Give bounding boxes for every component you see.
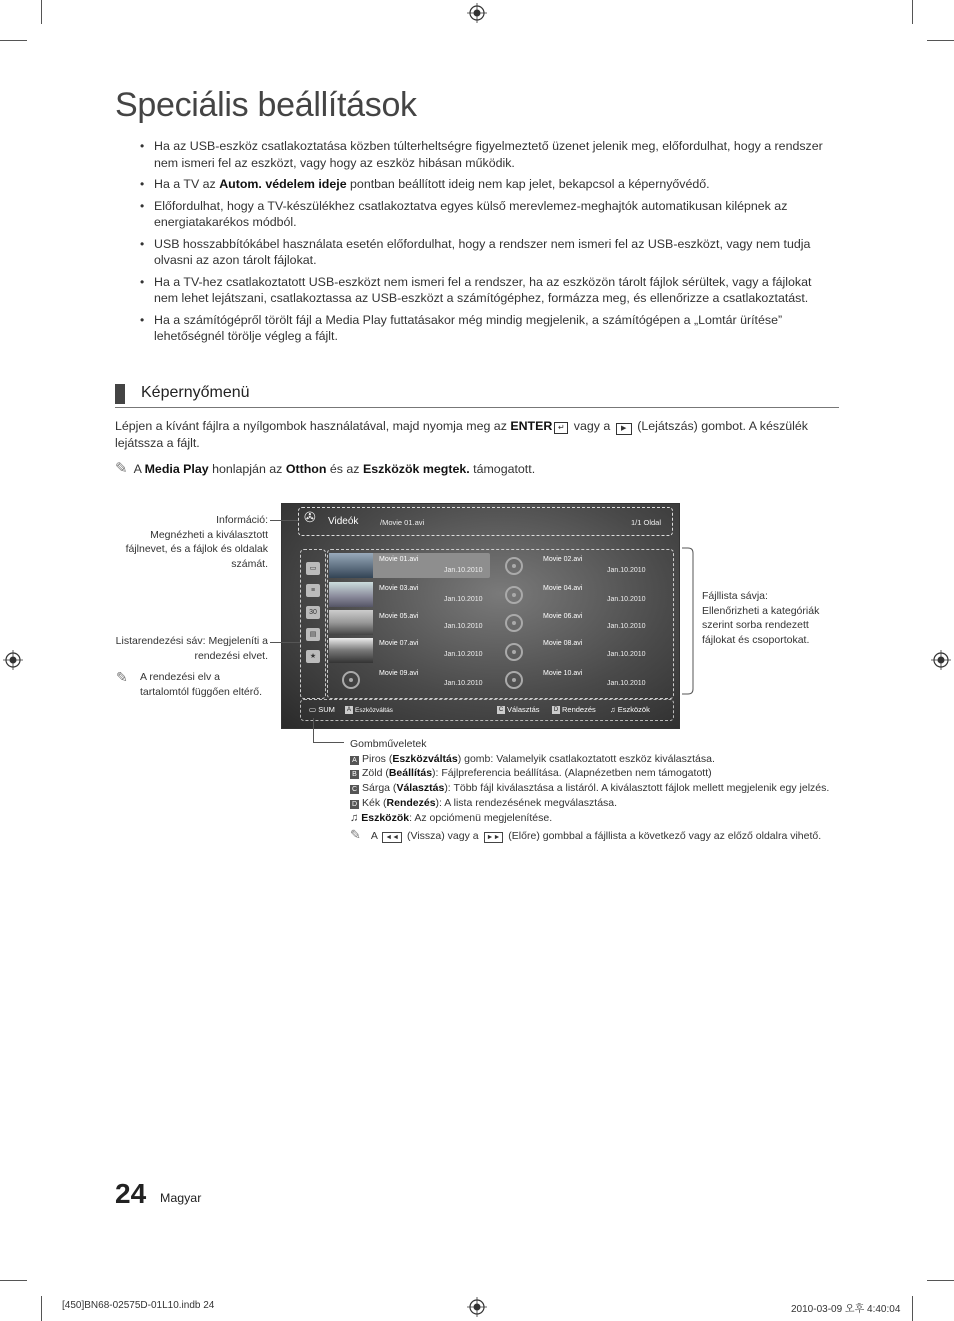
note-pencil-icon: ✎ [116, 669, 128, 685]
list-item: C Sárga (Választás): Több fájl kiválasztása a listáról. A kiválasztott fájlok mellett megjelenik egy jelzés. [351, 782, 830, 795]
video-placeholder-icon [505, 586, 523, 604]
file-name: Movie 05.avi [379, 613, 419, 620]
file-name: Movie 04.avi [543, 585, 583, 592]
list-item: D Kék (Rendezés): A lista rendezésének megválasztása. [351, 796, 618, 809]
tools-button[interactable]: ♫ Eszközök [610, 705, 650, 714]
callout-line [270, 642, 300, 643]
list-item: ♫ Eszközök: Az opciómenü megjelenítése. [350, 811, 553, 824]
file-name: Movie 07.avi [379, 640, 419, 647]
crop-mark [0, 40, 27, 41]
file-date: Jan.10.2010 [607, 596, 646, 603]
sort-button[interactable]: D Rendezés [553, 705, 596, 714]
sum-button[interactable]: ▭ SUM [309, 705, 335, 714]
section-title: Képernyőmenü [141, 384, 250, 401]
section-marker [115, 384, 125, 404]
page-number: 24 [115, 1178, 147, 1209]
file-list-callout: Fájllista sávja: Ellenőrizheti a kategóriák szerint sorba rendezett fájlokat és csoportokat. [702, 590, 820, 646]
file-date: Jan.10.2010 [607, 567, 646, 574]
file-date: Jan.10.2010 [607, 651, 646, 658]
print-timestamp: 2010-03-09 오후 4:40:04 [791, 1304, 901, 1315]
callout-line [313, 742, 344, 743]
rewind-icon: ◄◄ [382, 832, 402, 843]
crop-mark [927, 40, 954, 41]
language-label: Magyar [160, 1191, 202, 1205]
play-icon: ▶ [616, 423, 632, 435]
note-pencil-icon: ✎ [350, 827, 361, 843]
crop-mark [41, 1296, 42, 1321]
crop-mark [41, 0, 42, 24]
intro-paragraph: Lépjen a kívánt fájlra a nyílgombok használatával, majd nyomja meg az ENTER ↵ vagy a ▶ (Lejátszás) gombot. A készülék lejátssza a fájlt. [115, 419, 808, 450]
note-line: ✎ A Media Play honlapján az Otthon és az Eszközök megtek. támogatott. [115, 460, 536, 477]
remote-icon: ▭ [309, 705, 317, 714]
list-item: • USB hosszabbítókábel használata esetén előfordulhat, hogy a rendszer nem ismeri fel az USB-eszközt, vagy nem tudja olvasni az azon tárolt fájlokat. [140, 236, 830, 269]
switch-device-button[interactable]: A Eszközváltás [346, 707, 393, 714]
sort-title-icon[interactable]: ≡ [306, 584, 320, 597]
file-date: Jan.10.2010 [444, 680, 483, 687]
file-name: Movie 06.avi [543, 613, 583, 620]
video-placeholder-icon [505, 671, 523, 689]
crop-mark [912, 0, 913, 24]
video-placeholder-icon [505, 643, 523, 661]
button-ops-title: Gombműveletek [350, 738, 427, 750]
file-name: Movie 10.avi [543, 670, 583, 677]
file-name: Movie 09.avi [379, 670, 419, 677]
video-thumbnail [329, 582, 373, 607]
file-date: Jan.10.2010 [444, 651, 483, 658]
list-item: • Ha a TV-hez csatlakoztatott USB-eszközt nem ismeri fel a rendszer, ha az eszközön tárolt fájlok sérültek, vagy a fájlokat nem lehet lejátszani, csatlakoztassa az USB-eszközt a számítógéphez, formázza meg, és ellenőrizze a csatlakoztatást. [140, 274, 830, 307]
print-file-info: [450]BN68-02575D-01L10.indb 24 [62, 1300, 215, 1311]
registration-mark-icon [467, 3, 487, 23]
video-thumbnail [329, 553, 373, 578]
sort-list-icon[interactable]: ▤ [306, 628, 320, 641]
registration-mark-icon [931, 650, 951, 670]
video-placeholder-icon [505, 614, 523, 632]
file-date: Jan.10.2010 [444, 567, 483, 574]
registration-mark-icon [467, 1297, 487, 1317]
tools-icon: ♫ [350, 811, 359, 824]
sort-note-callout: ✎ A rendezési elv a tartalomtól függően eltérő. [116, 669, 262, 698]
video-thumbnail [329, 638, 373, 663]
video-placeholder-icon [342, 671, 360, 689]
info-path: /Movie 01.avi [380, 518, 425, 527]
list-item: B Zöld (Beállítás): Fájlpreferencia beállítása. (Alapnézetben nem támogatott) [350, 766, 830, 781]
list-item: • Ha a számítógépről törölt fájl a Media Play futtatásakor még mindig megjelenik, a számítógépen a „Lomtár ürítése” lehetőségnél törölje végleg a fájlt. [140, 312, 830, 345]
section-divider [115, 407, 839, 408]
file-date: Jan.10.2010 [444, 596, 483, 603]
page-title: Speciális beállítások [115, 86, 417, 124]
file-name: Movie 03.avi [379, 585, 419, 592]
file-name: Movie 02.avi [543, 556, 583, 563]
registration-mark-icon [3, 650, 23, 670]
file-name: Movie 01.avi [379, 556, 419, 563]
calendar-icon[interactable]: 30 [306, 606, 320, 619]
list-item: A Piros (Eszközváltás) gomb: Valamelyik csatlakoztatott eszköz kiválasztása. [350, 752, 830, 767]
callout-line [270, 520, 298, 521]
nav-note: ✎ A ◄◄ (Vissza) vagy a ►► (Előre) gombbal a fájllista a következő vagy az előző oldalra vihető. [350, 827, 822, 843]
enter-icon: ↵ [554, 422, 568, 434]
file-date: Jan.10.2010 [444, 623, 483, 630]
folder-icon[interactable]: ▭ [306, 562, 320, 575]
list-item: • Ha az USB-eszköz csatlakoztatása közben túlterheltségre figyelmeztető üzenet jelenik meg, előfordulhat, hogy a rendszer nem ismeri fel az eszközt, vagy hogy az eszköz hibásan működik. [140, 138, 830, 171]
list-item: • Előfordulhat, hogy a TV-készülékhez csatlakoztatva egyes külső merevlemez-meghajtók automatikusan kilépnek az energiatakarékos módból. [140, 198, 830, 231]
list-item: • Ha a TV az Autom. védelem ideje pontban beállított ideig nem kap jelet, bekapcsol a képernyővédő. [140, 176, 830, 193]
bullet-list [140, 138, 830, 350]
file-date: Jan.10.2010 [607, 680, 646, 687]
info-callout: Információ: Megnézheti a kiválasztott fájlnevet, és a fájlok és oldalak számát. [125, 514, 268, 570]
video-placeholder-icon [505, 557, 523, 575]
bracket-line [680, 547, 696, 695]
crop-mark [912, 1296, 913, 1321]
callout-line [313, 718, 314, 742]
button-operations [350, 737, 830, 844]
info-category: Videók [328, 516, 359, 527]
file-date: Jan.10.2010 [607, 623, 646, 630]
tools-icon: ♫ [610, 705, 616, 714]
file-name: Movie 08.avi [543, 640, 583, 647]
star-icon[interactable]: ★ [306, 650, 320, 663]
info-page-count: 1/1 Oldal [631, 518, 662, 527]
note-pencil-icon: ✎ [115, 460, 128, 477]
sort-bar-callout: Listarendezési sáv: Megjeleníti a rendezési elvet. [115, 635, 268, 662]
crop-mark [927, 1280, 954, 1281]
select-button[interactable]: C Választás [498, 705, 540, 714]
video-thumbnail [329, 610, 373, 635]
sort-bar [300, 549, 326, 699]
film-reel-icon: ✇ [304, 509, 316, 525]
crop-mark [0, 1280, 27, 1281]
fast-forward-icon: ►► [484, 832, 504, 843]
